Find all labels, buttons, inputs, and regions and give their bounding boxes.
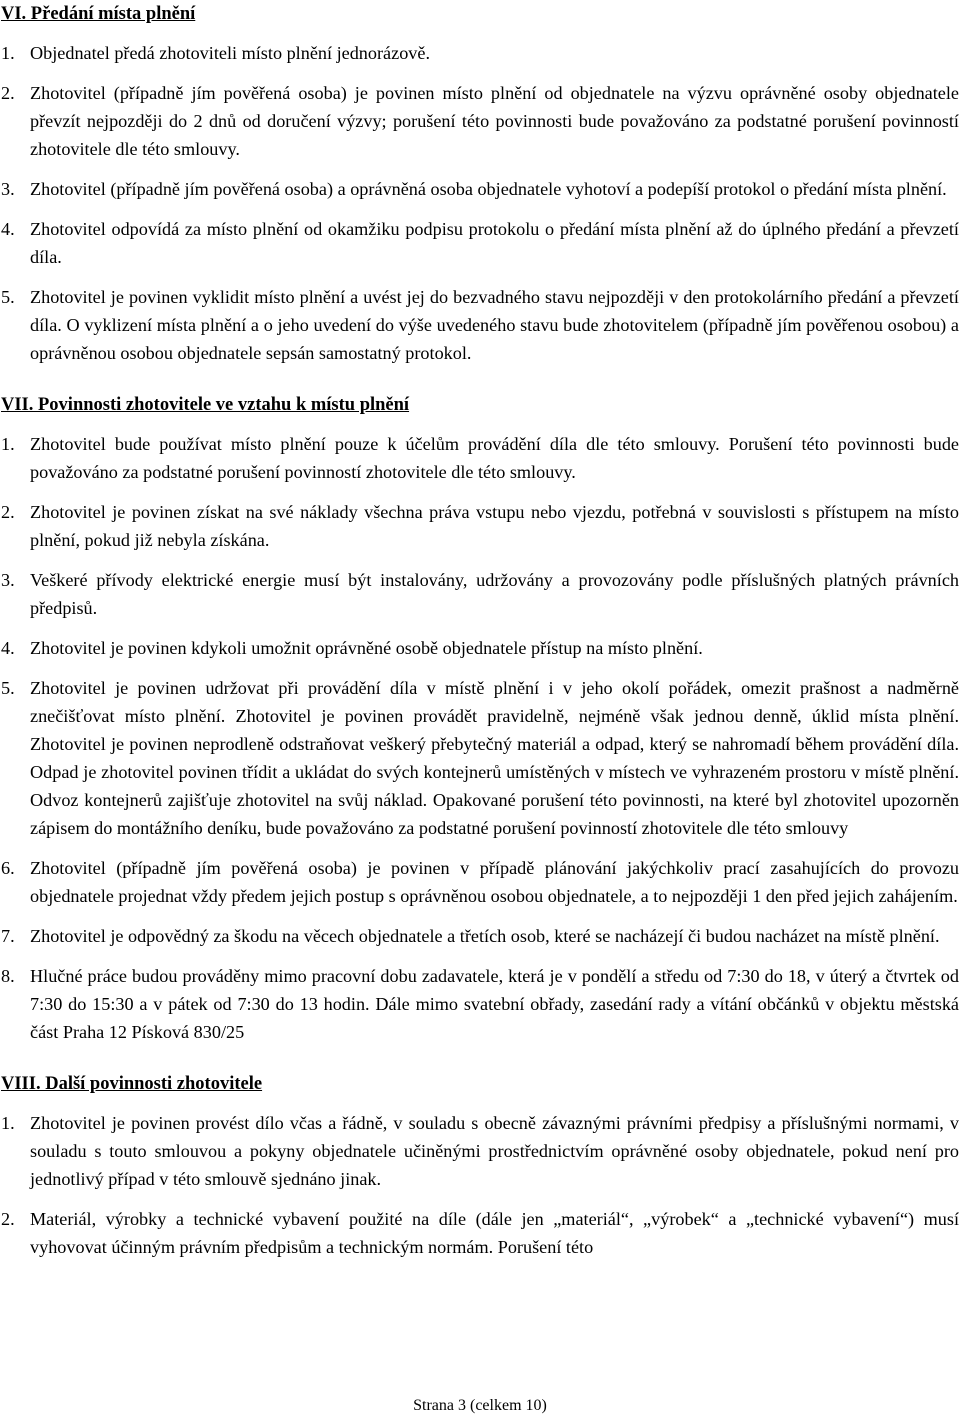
list-item bbox=[0, 175, 959, 203]
item-text: Veškeré přívody elektrické energie musí být instalovány, udržovány a provozovány podle příslušných platných právních předpisů. bbox=[30, 570, 959, 618]
list-item bbox=[0, 1205, 959, 1261]
item-text: Zhotovitel bude používat místo plnění pouze k účelům provádění díla dle této smlouvy. Porušení této povinnosti bude považováno za podstatné porušení povinností zhotovitele dle této smlouvy. bbox=[30, 434, 959, 482]
item-text: Zhotovitel je povinen vyklidit místo plnění a uvést jej do bezvadného stavu nejpozději v den protokolárního předání a převzetí díla. O vyklizení místa plnění a o jeho uvedení do výše uvedeného stavu bude zhotovitelem (případně jím pověřenou osobou) a oprávněnou osobou objednatele sepsán samostatný protokol. bbox=[30, 287, 959, 363]
list-item bbox=[0, 79, 959, 163]
item-number: 2. bbox=[1, 502, 15, 522]
item-number: 2. bbox=[1, 83, 15, 103]
item-number: 4. bbox=[1, 638, 15, 658]
item-text: Zhotovitel je povinen provést dílo včas a řádně, v souladu s obecně závaznými právními předpisy a příslušnými normami, v souladu s touto smlouvou a pokyny objednatele učiněnými prostřednictvím oprávněné osoby objednatele, pokud není pro jednotlivý případ v této smlouvě sjednáno jinak. bbox=[30, 1113, 959, 1189]
item-text: Objednatel předá zhotoviteli místo plnění jednorázově. bbox=[30, 43, 431, 63]
section-heading-vii: VII. Povinnosti zhotovitele ve vztahu k místu plnění bbox=[1, 395, 410, 415]
item-number: 1. bbox=[1, 434, 15, 454]
list-item bbox=[0, 854, 959, 910]
item-number: 4. bbox=[1, 219, 15, 239]
list-item bbox=[0, 283, 959, 367]
item-number: 1. bbox=[1, 43, 15, 63]
list-item bbox=[0, 566, 959, 622]
section-heading-viii: VIII. Další povinnosti zhotovitele bbox=[1, 1074, 263, 1094]
list-item bbox=[0, 674, 959, 842]
item-number: 6. bbox=[1, 858, 15, 878]
item-text: Zhotovitel je odpovědný za škodu na věcech objednatele a třetích osob, které se nacházejí či budou nacházet na místě plnění. bbox=[30, 926, 940, 946]
list-item bbox=[0, 962, 959, 1046]
item-text: Hlučné práce budou prováděny mimo pracovní dobu zadavatele, která je v pondělí a středu od 7:30 do 18, v úterý a čtvrtek od 7:30 do 15:30 a v pátek od 7:30 do 13 hodin. Dále mimo svatební obřady, zasedání rady a vítání občánků v objektu městská část Praha 12 Písková 830/25 bbox=[30, 966, 959, 1042]
item-text: Zhotovitel odpovídá za místo plnění od okamžiku podpisu protokolu o předání místa plnění až do úplného předání a převzetí díla. bbox=[30, 219, 959, 267]
item-text: Zhotovitel je povinen získat na své náklady všechna práva vstupu nebo vjezdu, potřebná v souvislosti s přístupem na místo plnění, pokud již nebyla získána. bbox=[30, 502, 959, 550]
section-heading-vi: VI. Předání místa plnění bbox=[1, 4, 196, 24]
item-text: Zhotovitel je povinen udržovat při provádění díla v místě plnění i v jeho okolí pořádek, omezit prašnost a nadměrně znečišťovat místo plnění. Zhotovitel je povinen provádět pravidelně, nejméně však jednou denně, úklid místa plnění. Zhotovitel je povinen neprodleně odstraňovat veškerý přebytečný materiál a odpad, který se nahromadí během provádění díla. Odpad je zhotovitel povinen třídit a ukládat do svých kontejnerů umístěných v místech ve vyhrazeném prostoru v místě plnění. Odvoz kontejnerů zajišťuje zhotovitel na svůj náklad. Opakované porušení této povinnosti, na které byl zhotovitel upozorněn zápisem do montážního deníku, bude považováno za podstatné porušení povinností zhotovitele dle této smlouvy bbox=[30, 678, 959, 838]
list-item bbox=[0, 39, 959, 67]
list-item bbox=[0, 430, 959, 486]
item-number: 5. bbox=[1, 678, 15, 698]
item-text: Zhotovitel (případně jím pověřená osoba) je povinen v případě plánování jakýchkoliv prací zasahujících do provozu objednatele projednat vždy předem jejich postup s oprávněnou osobou objednatele, a to nejpozději 1 den před jejich zahájením. bbox=[30, 858, 959, 906]
item-number: 2. bbox=[1, 1209, 15, 1229]
list-item bbox=[0, 634, 959, 662]
list-item bbox=[0, 1109, 959, 1193]
item-number: 3. bbox=[1, 179, 15, 199]
item-text: Zhotovitel (případně jím pověřená osoba) a oprávněná osoba objednatele vyhotoví a podepíší protokol o předání místa plnění. bbox=[30, 179, 947, 199]
item-number: 5. bbox=[1, 287, 15, 307]
item-text: Zhotovitel (případně jím pověřená osoba) je povinen místo plnění od objednatele na výzvu oprávněné osoby objednatele převzít nejpozději do 2 dnů od doručení výzvy; porušení této povinnosti bude považováno za podstatné porušení povinností zhotovitele dle této smlouvy. bbox=[30, 83, 959, 159]
list-item bbox=[0, 498, 959, 554]
item-text: Materiál, výrobky a technické vybavení použité na díle (dále jen „materiál“, „výrobek“ a „technické vybavení“) musí vyhovovat účinným právním předpisům a technickým normám. Porušení této bbox=[30, 1209, 959, 1257]
item-number: 7. bbox=[1, 926, 15, 946]
item-number: 1. bbox=[1, 1113, 15, 1133]
page-footer: Strana 3 (celkem 10) bbox=[413, 1397, 547, 1414]
list-item bbox=[0, 922, 959, 950]
list-item bbox=[0, 215, 959, 271]
item-text: Zhotovitel je povinen kdykoli umožnit oprávněné osobě objednatele přístup na místo plnění. bbox=[30, 638, 703, 658]
item-number: 3. bbox=[1, 570, 15, 590]
item-number: 8. bbox=[1, 966, 15, 986]
